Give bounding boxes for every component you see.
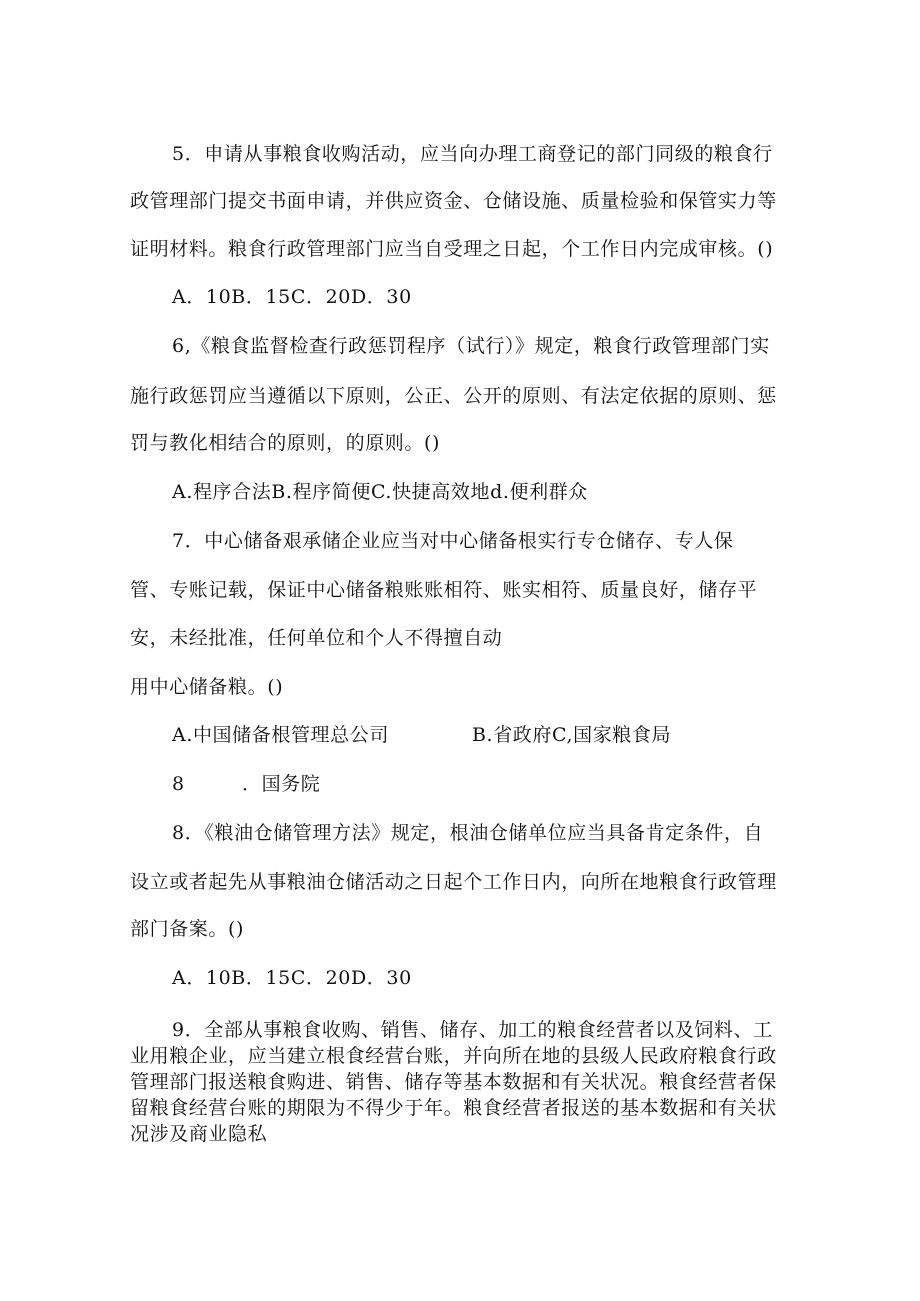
q7-line-4: 用中心储备粮。() (130, 676, 284, 698)
q5-line-1: 5．申请从事粮食收购活动，应当向办理工商登记的部门同级的粮食行 (172, 143, 773, 165)
q7-option-a: A.中国储备根管理总公司 (172, 724, 389, 746)
q7-option-d: ．国务院 (242, 773, 321, 795)
q7-line-3: 安，未经批准，任何单位和个人不得擅自动 (130, 627, 503, 649)
q8-line-2: 设立或者起先从事粮油仓储活动之日起个工作日内，向所在地粮食行政管理 (130, 871, 777, 893)
q9-line-5: 况涉及商业隐私 (130, 1123, 268, 1145)
q5-options: A．10B．15C．20D．30 (172, 286, 412, 308)
q7-line-1: 7．中心储备艰承储企业应当对中心储备根实行专仓储存、专人保 (172, 530, 734, 552)
q9-line-4: 留粮食经营台账的期限为不得少于年。粮食经营者报送的基本数据和有关状 (130, 1097, 777, 1119)
q7-option-bc: B.省政府C,国家粮食局 (472, 724, 672, 746)
q6-line-2: 施行政惩罚应当遵循以下原则，公正、公开的原则、有法定依据的原则、惩 (130, 385, 777, 407)
q7-option-d-number: 8 (172, 773, 185, 795)
q6-line-3: 罚与教化相结合的原则，的原则。() (130, 432, 441, 454)
q7-line-2: 管、专账记载，保证中心储备粮账账相符、账实相符、质量良好，储存平 (130, 579, 758, 601)
q5-line-2: 政管理部门提交书面申请，并供应资金、仓储设施、质量检验和保管实力等 (130, 190, 777, 212)
q5-line-3: 证明材料。粮食行政管理部门应当自受理之日起，个工作日内完成审核。() (130, 238, 774, 260)
q9-line-3: 管理部门报送粮食购进、销售、储存等基本数据和有关状况。粮食经营者保 (130, 1071, 777, 1093)
q9-line-1: 9．全部从事粮食收购、销售、储存、加工的粮食经营者以及饲料、工 (172, 1019, 773, 1041)
q9-line-2: 业用粮企业，应当建立根食经营台账，并向所在地的县级人民政府粮食行政 (130, 1045, 777, 1067)
q8-line-1: 8．《粮油仓储管理方法》规定，根油仓储单位应当具备肯定条件，自 (172, 822, 764, 844)
q6-options: A.程序合法B.程序简便C.快捷高效地d.便利群众 (172, 481, 588, 503)
q8-line-3: 部门备案。() (130, 918, 245, 940)
q8-options: A．10B．15C．20D．30 (172, 967, 412, 989)
q6-line-1: 6,《粮食监督检查行政惩罚程序（试行）》规定，粮食行政管理部门实 (172, 335, 770, 357)
